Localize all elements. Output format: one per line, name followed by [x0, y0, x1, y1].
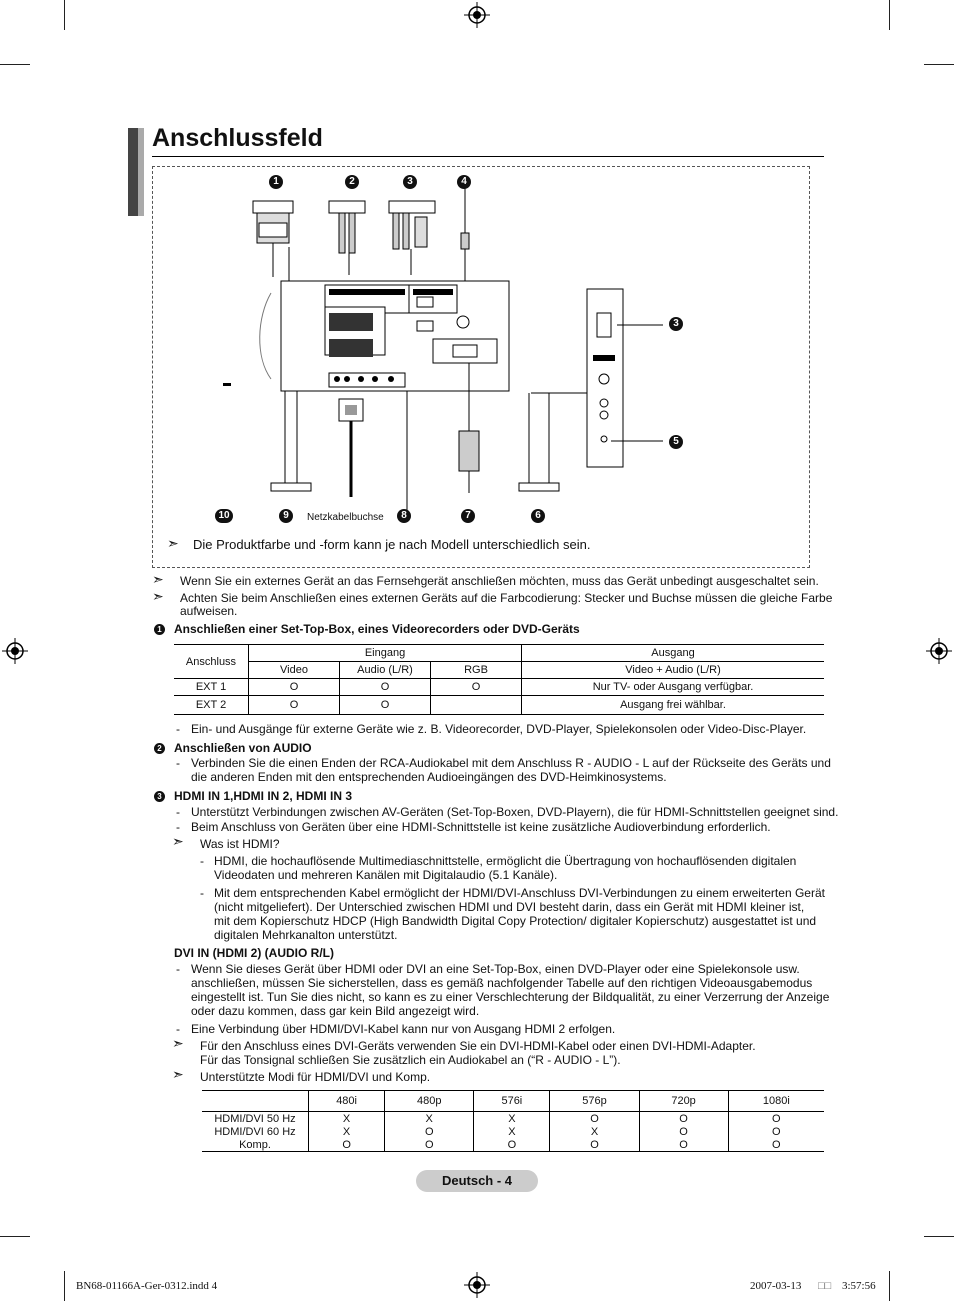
col-header: 576p	[550, 1091, 639, 1112]
crop-mark	[64, 1271, 65, 1301]
cell: O	[385, 1125, 474, 1138]
section-number: 2	[154, 743, 165, 754]
dvi-text: oder dazu kommen, dass gar kein Bild angezeigt wird.	[191, 1004, 480, 1018]
section1-bullet: Ein- und Ausgänge für externe Geräte wie z. B. Videorecorder, DVD-Player, Spielekonsolen oder Video-Disc-Player.	[191, 722, 807, 736]
cell: O	[474, 1138, 550, 1152]
th-audio: Audio (L/R)	[340, 662, 431, 679]
ext-table	[174, 644, 824, 715]
th-ausgang: Ausgang	[522, 645, 825, 662]
crop-mark	[889, 1271, 890, 1301]
dash: -	[176, 722, 180, 736]
registration-mark-icon	[2, 638, 28, 664]
note-arrow-icon: ➣	[172, 1035, 184, 1051]
cell: O	[728, 1125, 824, 1138]
section3-text: Beim Anschluss von Geräten über eine HDMI-Schnittstelle ist keine zusätzliche Audioverbindung erforderlich.	[191, 820, 771, 834]
dash: -	[176, 820, 180, 834]
cell: O	[639, 1125, 728, 1138]
marker-6: 6	[531, 509, 545, 523]
crop-mark	[924, 64, 954, 65]
cell: X	[309, 1112, 385, 1126]
modes-note: Unterstützte Modi für HDMI/DVI und Komp.	[200, 1070, 431, 1084]
cell	[431, 696, 522, 715]
cell: O	[385, 1138, 474, 1152]
section-number: 3	[154, 791, 165, 802]
note-arrow-icon: ➣	[152, 588, 164, 604]
hdmi-text: Mit dem entsprechenden Kabel ermöglicht der HDMI/DVI-Anschluss DVI-Verbindungen zu einem erweiterten Gerät	[214, 886, 825, 900]
dvi-note: Für das Tonsignal schließen Sie zusätzlich ein Audiokabel an (“R - AUDIO - L”).	[200, 1053, 621, 1067]
section2-text: die anderen Enden mit den entsprechenden Audioeingängen des DVD-Heimkinosystems.	[191, 770, 667, 784]
dash: -	[176, 1022, 180, 1036]
cell: O	[550, 1138, 639, 1152]
crop-mark	[889, 0, 890, 30]
registration-mark-icon	[464, 1272, 490, 1298]
footer-filename: BN68-01166A-Ger-0312.indd 4	[76, 1280, 218, 1292]
marker-9: 9	[279, 509, 293, 523]
footer-date: 2007-03-13	[750, 1280, 802, 1292]
table-row	[174, 696, 824, 715]
title-bar-decoration	[138, 128, 144, 216]
registration-mark-icon	[464, 2, 490, 28]
hdmi-text: (nicht mitgeliefert). Der Unterschied zwischen HDMI und DVI besteht darin, dass ein Gerät mit HDMI kleiner ist,	[214, 900, 805, 914]
dash: -	[176, 962, 180, 976]
section1-heading: Anschließen einer Set-Top-Box, eines Videorecorders oder DVD-Geräts	[174, 622, 580, 636]
marker-8: 8	[397, 509, 411, 523]
table-row	[174, 679, 824, 696]
col-header: 1080i	[728, 1091, 824, 1112]
cell: X	[474, 1125, 550, 1138]
marker-3: 3	[403, 175, 417, 189]
cell: Nur TV- oder Ausgang verfügbar.	[522, 679, 825, 696]
dash: -	[176, 805, 180, 819]
cell: O	[249, 679, 340, 696]
dvi-text: Wenn Sie dieses Gerät über HDMI oder DVI an eine Set-Top-Box, einen DVD-Player oder eine Spielekonsole usw.	[191, 962, 800, 976]
hdmi-text: digitalen Mehrkanalton unterstützt.	[214, 928, 398, 942]
cell: O	[550, 1112, 639, 1126]
cell: EXT 1	[174, 679, 249, 696]
cell: X	[385, 1112, 474, 1126]
note-color-coding-cont: aufweisen.	[180, 604, 238, 618]
th-eingang: Eingang	[249, 645, 522, 662]
col-header: 720p	[639, 1091, 728, 1112]
netzkabel-label: Netzkabelbuchse	[307, 512, 384, 523]
col-header: 576i	[474, 1091, 550, 1112]
cell: O	[340, 696, 431, 715]
footer-time: 3:57:56	[842, 1280, 876, 1292]
dvi-text: eingestellt ist. Tun Sie dies nicht, so kann es zu einer Verschlechterung der Bildqualität, zu einer Verzerrung der Anzeige	[191, 990, 830, 1004]
section-number: 1	[154, 624, 165, 635]
note-arrow-icon: ➣	[167, 535, 179, 551]
marker-1: 1	[269, 175, 283, 189]
th-anschluss: Anschluss	[174, 645, 249, 679]
dvi-text: anschließen, müssen Sie sicherstellen, dass es gemäß nachfolgender Tabelle auf den richtigen Videoausgabemodus	[191, 976, 813, 990]
note-color-coding: Achten Sie beim Anschließen eines externen Geräts auf die Farbcodierung: Stecker und Buchse müssen die gleiche Farbe	[180, 591, 833, 605]
cell: X	[309, 1125, 385, 1138]
note-switch-off: Wenn Sie ein externes Gerät an das Fernsehgerät anschließen möchten, muss das Gerät unbedingt ausgeschaltet sein.	[180, 574, 819, 588]
marker-4: 4	[457, 175, 471, 189]
page-title: Anschlussfeld	[152, 124, 323, 152]
cell: O	[249, 696, 340, 715]
cell: O	[340, 679, 431, 696]
dash: -	[176, 756, 180, 770]
row-label: HDMI/DVI 50 Hz	[214, 1112, 296, 1125]
marker-2: 2	[345, 175, 359, 189]
cell: O	[728, 1138, 824, 1152]
note-arrow-icon: ➣	[172, 1066, 184, 1082]
marker-10: 10	[215, 509, 233, 523]
section2-heading: Anschließen von AUDIO	[174, 741, 312, 755]
note-arrow-icon: ➣	[152, 571, 164, 587]
dvi-note: Für den Anschluss eines DVI-Geräts verwenden Sie ein DVI-HDMI-Kabel oder einen DVI-HDMI-Adapter.	[200, 1039, 756, 1053]
crop-mark	[0, 64, 30, 65]
marker-3-side: 3	[669, 317, 683, 331]
dash: -	[200, 854, 204, 868]
dvi-text: Eine Verbindung über HDMI/DVI-Kabel kann nur von Ausgang HDMI 2 erfolgen.	[191, 1022, 616, 1036]
hdmi-text: Videodaten und mehreren Kanälen mit Digitalaudio (5.1 Kanäle).	[214, 868, 558, 882]
cell: O	[309, 1138, 385, 1152]
section2-text: Verbinden Sie die einen Enden der RCA-Audiokabel mit dem Anschluss R - AUDIO - L auf der Rückseite des Geräts und	[191, 756, 831, 770]
row-label: Komp.	[202, 1138, 309, 1152]
title-divider	[152, 156, 824, 157]
hdmi-question: Was ist HDMI?	[200, 837, 280, 851]
dvi-heading: DVI IN (HDMI 2) (AUDIO R/L)	[174, 946, 334, 960]
page-number-badge: Deutsch - 4	[416, 1170, 538, 1192]
table-row	[202, 1125, 824, 1138]
table-row	[202, 1138, 824, 1152]
hdmi-text: mit dem Kopierschutz HDCP (High Bandwidth Digital Copy Protection/ digitaler Kopierschutz) ausgestattet ist und	[214, 914, 817, 928]
cell: O	[431, 679, 522, 696]
connection-panel-illustration	[153, 167, 809, 567]
section3-heading: HDMI IN 1,HDMI IN 2, HDMI IN 3	[174, 789, 353, 803]
cell: O	[639, 1138, 728, 1152]
registration-mark-icon	[926, 638, 952, 664]
connection-diagram	[152, 166, 810, 568]
cell: X	[550, 1125, 639, 1138]
cell: O	[728, 1112, 824, 1126]
diagram-note: Die Produktfarbe und -form kann je nach Modell unterschiedlich sein.	[193, 537, 591, 552]
cell: Ausgang frei wählbar.	[522, 696, 825, 715]
cell: EXT 2	[174, 696, 249, 715]
dash: -	[200, 886, 204, 900]
marker-7: 7	[461, 509, 475, 523]
cell: X	[474, 1112, 550, 1126]
th-rgb: RGB	[431, 662, 522, 679]
table-row	[202, 1112, 824, 1126]
col-header: 480p	[385, 1091, 474, 1112]
th-video: Video	[249, 662, 340, 679]
footer-boxes: □□	[818, 1280, 832, 1292]
note-arrow-icon: ➣	[172, 833, 184, 849]
row-label: HDMI/DVI 60 Hz	[214, 1125, 296, 1138]
hdmi-text: HDMI, die hochauflösende Multimediaschnittstelle, ermöglicht die Übertragung von hochauflösenden digitalen	[214, 854, 797, 868]
th-out: Video + Audio (L/R)	[522, 662, 825, 679]
cell	[202, 1091, 309, 1112]
crop-mark	[924, 1236, 954, 1237]
modes-table	[202, 1090, 824, 1152]
col-header: 480i	[309, 1091, 385, 1112]
marker-5: 5	[669, 435, 683, 449]
crop-mark	[64, 0, 65, 30]
cell: O	[639, 1112, 728, 1126]
section3-text: Unterstützt Verbindungen zwischen AV-Geräten (Set-Top-Boxen, DVD-Playern), die für HDMI-Schnittstellen geeignet sind.	[191, 805, 839, 819]
crop-mark	[0, 1236, 30, 1237]
